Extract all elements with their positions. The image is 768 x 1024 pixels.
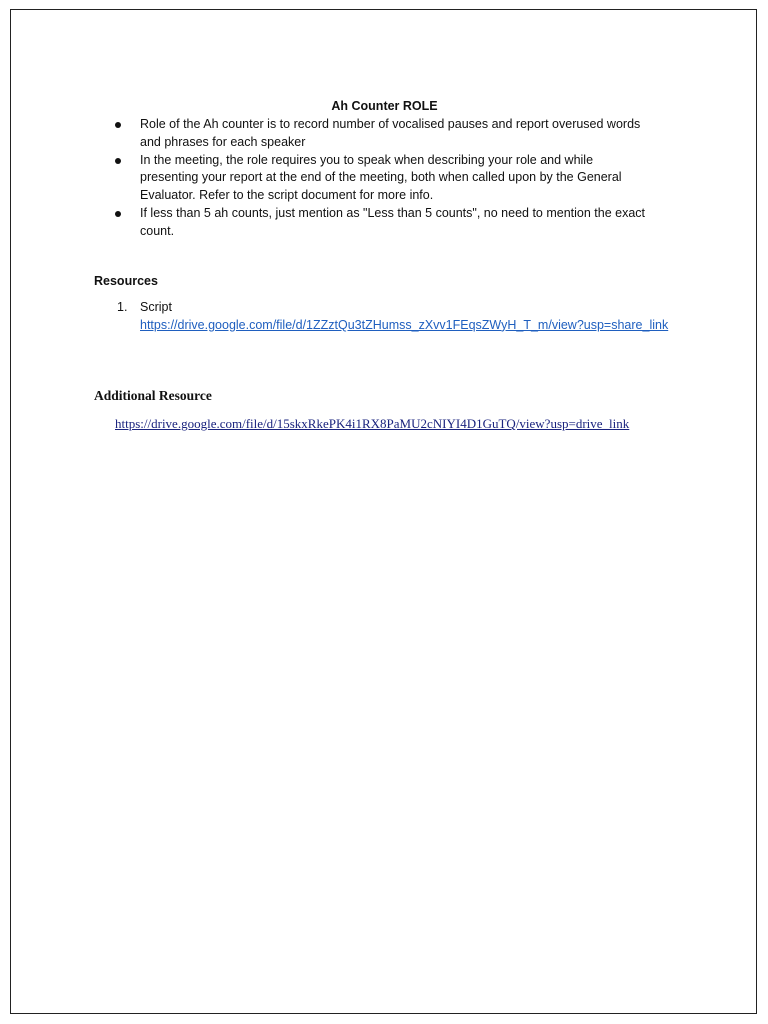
bullet-text: Role of the Ah counter is to record number of vocalised pauses and report overused words and phrases for each speaker — [140, 117, 641, 149]
resource-label: Script — [140, 300, 172, 314]
resources-list — [94, 299, 694, 335]
bullet-icon — [115, 158, 121, 164]
role-bullet-list — [94, 116, 654, 241]
resource-item-script — [94, 299, 694, 335]
bullet-icon — [115, 122, 121, 128]
bullet-text: In the meeting, the role requires you to speak when describing your role and while presenting your report at the end of the meeting, both when called upon by the General Evaluator. Refer to the script document for more info. — [140, 152, 622, 203]
document-page — [10, 9, 757, 1014]
bullet-icon — [115, 211, 121, 217]
document-title: Ah Counter ROLE — [331, 99, 438, 113]
additional-resource-link[interactable]: https://drive.google.com/file/d/15skxRkePK4i1RX8PaMU2cNIYI4D1GuTQ/view?usp=drive_link — [115, 416, 630, 431]
bullet-text: If less than 5 ah counts, just mention as "Less than 5 counts", no need to mention the exact count. — [140, 205, 646, 238]
list-item — [94, 205, 654, 241]
list-item — [94, 152, 654, 205]
resources-heading: Resources — [94, 274, 158, 288]
additional-resource-heading: Additional Resource — [94, 388, 212, 403]
script-link[interactable]: https://drive.google.com/file/d/1ZZztQu3tZHumss_zXvv1FEqsZWyH_T_m/view?usp=share_link — [140, 317, 669, 332]
list-item — [94, 116, 654, 152]
list-number: 1. — [117, 300, 128, 314]
